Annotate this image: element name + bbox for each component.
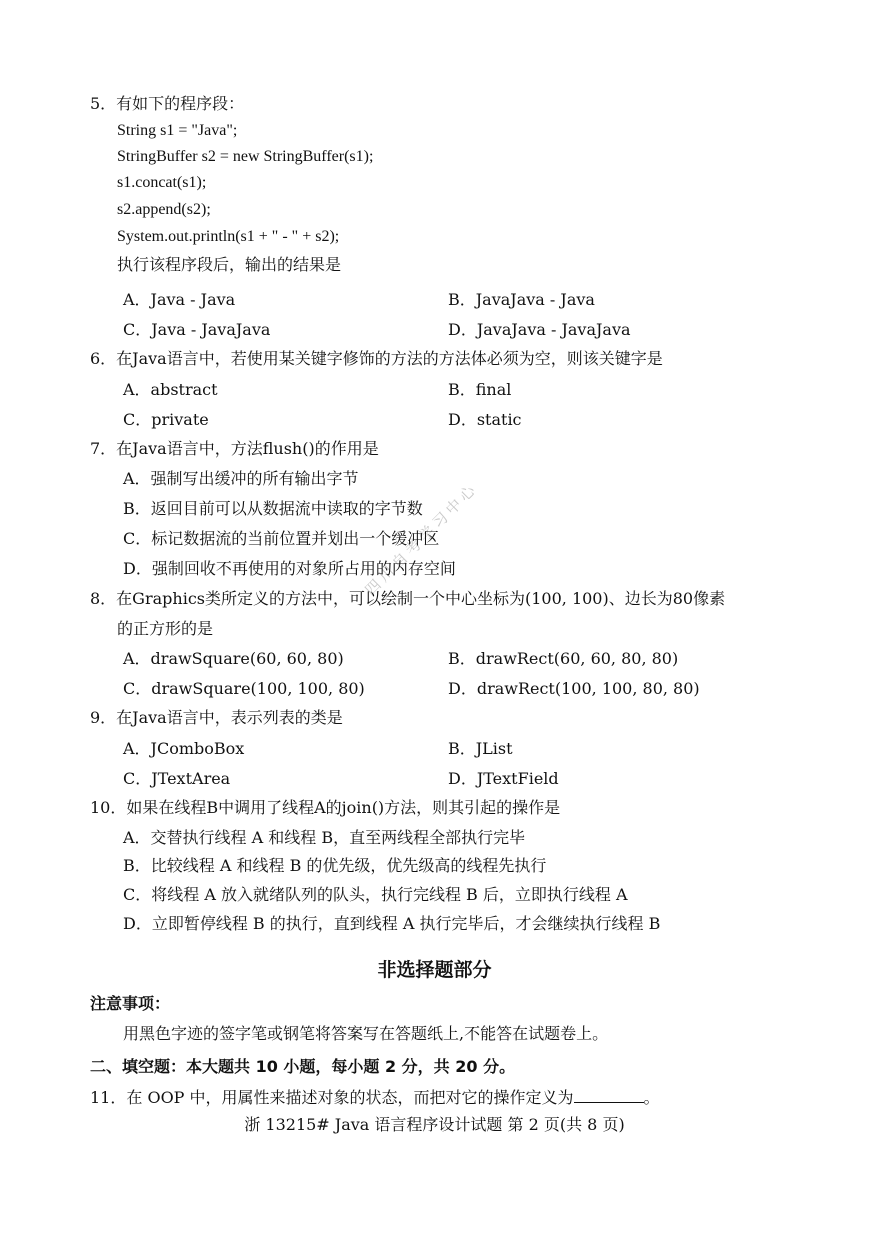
q7-option-a: A．强制写出缓冲的所有输出字节	[123, 469, 359, 488]
q9-option-d: D．JTextField	[448, 769, 559, 788]
q8-option-c: C．drawSquare(100, 100, 80)	[123, 679, 365, 698]
part2-heading: 二、填空题：本大题共 10 小题，每小题 2 分，共 20 分。	[90, 1057, 516, 1076]
code-line-1: String s1 = "Java";	[117, 122, 238, 139]
q7-option-d: D．强制回收不再使用的对象所占用的内存空间	[123, 559, 456, 578]
q5-option-d: D．JavaJava - JavaJava	[448, 320, 631, 339]
question-7-stem: 7．在Java语言中，方法flush()的作用是	[90, 439, 379, 458]
q7-option-c: C．标记数据流的当前位置并划出一个缓冲区	[123, 529, 440, 548]
q9-option-b: B．JList	[448, 739, 513, 758]
q5-option-b: B．JavaJava - Java	[448, 290, 595, 309]
q9-option-a: A．JComboBox	[123, 739, 245, 758]
q8-option-a: A．drawSquare(60, 60, 80)	[123, 649, 344, 668]
section-title: 非选择题部分	[377, 959, 492, 981]
question-9-stem: 9．在Java语言中，表示列表的类是	[90, 708, 343, 727]
code-line-5: System.out.println(s1 + " - " + s2);	[117, 228, 340, 245]
q7-option-b: B．返回目前可以从数据流中读取的字节数	[123, 499, 423, 518]
watermark: 四川自考学习中心	[361, 478, 482, 600]
question-11-end: 。	[643, 1088, 660, 1107]
q5-option-c: C．Java - JavaJava	[123, 320, 271, 339]
q10-option-d: D．立即暂停线程 B 的执行，直到线程 A 执行完毕后，才会继续执行线程 B	[123, 914, 661, 933]
question-10-stem: 10．如果在线程B中调用了线程A的join()方法，则其引起的操作是	[90, 798, 561, 817]
code-line-3: s1.concat(s1);	[117, 174, 207, 191]
question-6-stem: 6．在Java语言中，若使用某关键字修饰的方法的方法体必须为空，则该关键字是	[90, 349, 663, 368]
q10-option-b: B．比较线程 A 和线程 B 的优先级，优先级高的线程先执行	[123, 856, 547, 875]
q6-option-c: C．private	[123, 410, 209, 429]
question-8-stem-cont: 的正方形的是	[117, 619, 214, 638]
question-11	[90, 1088, 660, 1108]
notice-text: 用黑色字迹的签字笔或钢笔将答案写在答题纸上,不能答在试题卷上。	[123, 1024, 609, 1043]
q10-option-a: A．交替执行线程 A 和线程 B，直至两线程全部执行完毕	[123, 828, 526, 847]
question-5-stem: 5．有如下的程序段：	[90, 94, 245, 113]
q9-option-c: C．JTextArea	[123, 769, 231, 788]
question-8-stem: 8．在Graphics类所定义的方法中，可以绘制一个中心坐标为(100, 100)、边长为80像素	[90, 589, 726, 608]
code-line-4: s2.append(s2);	[117, 201, 211, 218]
q5-option-a: A．Java - Java	[123, 290, 236, 309]
q8-option-b: B．drawRect(60, 60, 80, 80)	[448, 649, 679, 668]
question-5-prompt: 执行该程序段后，输出的结果是	[117, 255, 342, 274]
q8-option-d: D．drawRect(100, 100, 80, 80)	[448, 679, 700, 698]
question-11-text: 11．在 OOP 中，用属性来描述对象的状态，而把对它的操作定义为	[90, 1088, 574, 1107]
answer-blank	[574, 1088, 644, 1103]
code-line-2: StringBuffer s2 = new StringBuffer(s1);	[117, 148, 374, 165]
q6-option-d: D．static	[448, 410, 522, 429]
q6-option-b: B．final	[448, 380, 512, 399]
q6-option-a: A．abstract	[123, 380, 218, 399]
q10-option-c: C．将线程 A 放入就绪队列的队头，执行完线程 B 后，立即执行线程 A	[123, 885, 628, 904]
notice-title: 注意事项：	[90, 994, 171, 1013]
page-footer: 浙 13215# Java 语言程序设计试题 第 2 页(共 8 页)	[244, 1115, 625, 1134]
